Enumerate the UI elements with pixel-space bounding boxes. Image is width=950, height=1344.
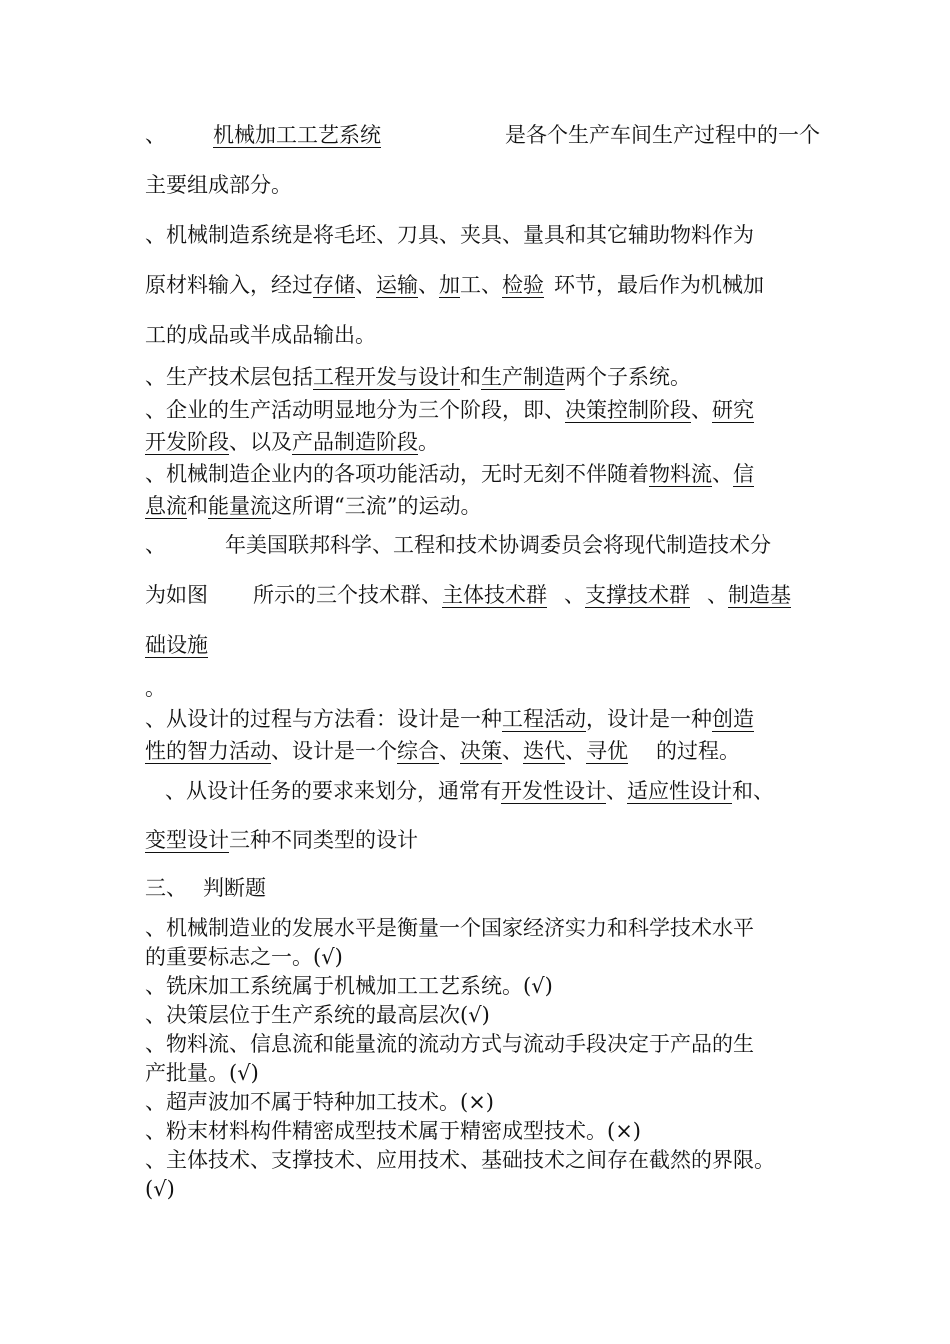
text-segment: 和 (460, 365, 481, 389)
text-line (145, 459, 754, 489)
text-segment: 原材料输入，经过 (145, 273, 313, 297)
text-segment: 、 (691, 398, 712, 422)
text-line (145, 630, 208, 660)
answer-blank: 能量流 (208, 494, 271, 518)
text-segment: 、从设计的过程与方法看：设计是一种 (145, 707, 502, 731)
text-segment: 。 (145, 676, 166, 700)
answer-blank: 迭代 (523, 739, 565, 763)
text-segment: 、从设计任务的要求来划分，通常有 (165, 779, 501, 803)
text-segment: 、 (355, 273, 376, 297)
text-segment: 、 (145, 123, 166, 147)
text-segment: 、机械制造系统是将毛坯、刀具、夹具、量具和其它辅助物料作为 (145, 223, 754, 247)
text-line (145, 1029, 754, 1059)
text-line (145, 1145, 775, 1175)
answer-blank: 决策控制阶段 (565, 398, 691, 422)
answer-blank: 决策 (460, 739, 502, 763)
text-segment: 所示的三个技术群、 (253, 583, 442, 607)
text-line (145, 120, 820, 150)
answer-blank: 信 (733, 462, 754, 486)
text-segment: 、生产技术层包括 (145, 365, 313, 389)
text-segment: 、 (439, 739, 460, 763)
answer-blank: 寻优 (586, 739, 628, 763)
answer-blank: 主体技术群 (442, 583, 547, 607)
text-segment: 、企业的生产活动明显地分为三个阶段，即、 (145, 398, 565, 422)
answer-blank: 工程活动 (502, 707, 586, 731)
answer-blank: 制造基 (728, 583, 791, 607)
text-segment: 、机械制造业的发展水平是衡量一个国家经济实力和科学技术水平 (145, 916, 754, 940)
text-segment: 年美国联邦科学、工程和技术协调委员会将现代制造技术分 (225, 533, 771, 557)
text-line (145, 704, 754, 734)
answer-blank: 运输 (376, 273, 418, 297)
text-line (145, 1174, 175, 1204)
answer-blank: 物料流 (649, 462, 712, 486)
text-segment: 、 (145, 533, 166, 557)
answer-blank: 机械加工工艺系统 (213, 123, 381, 147)
text-line (145, 491, 481, 521)
answer-blank: 开发阶段 (145, 430, 229, 454)
answer-blank: 研究 (712, 398, 754, 422)
answer-blank: 创造 (712, 707, 754, 731)
answer-blank: 息流 (145, 494, 187, 518)
answer-blank: 开发性设计 (501, 779, 606, 803)
text-segment: 、机械制造企业内的各项功能活动，无时无刻不伴随着 (145, 462, 649, 486)
answer-blank: 存储 (313, 273, 355, 297)
text-segment: 工、 (460, 273, 502, 297)
answer-blank: 加 (439, 273, 460, 297)
text-segment: 、 (564, 583, 585, 607)
answer-blank: 检验 (502, 273, 544, 297)
text-segment: 主要组成部分。 (145, 173, 292, 197)
text-line (145, 1087, 494, 1117)
text-segment: 和、 (732, 779, 774, 803)
text-line (145, 913, 754, 943)
answer-blank: 础设施 (145, 633, 208, 657)
text-segment: 、 (606, 779, 627, 803)
text-line (145, 270, 764, 300)
text-segment: 。 (418, 430, 439, 454)
text-segment: 三种不同类型的设计 (229, 828, 418, 852)
text-segment: 产批量。(√) (145, 1061, 259, 1085)
text-line (145, 530, 771, 560)
text-segment: 、 (565, 739, 586, 763)
text-line (145, 1116, 641, 1146)
text-segment: 、物料流、信息流和能量流的流动方式与流动手段决定于产品的生 (145, 1032, 754, 1056)
text-segment: (√) (145, 1177, 175, 1201)
answer-blank: 产品制造阶段 (292, 430, 418, 454)
text-line (145, 395, 754, 425)
answer-blank: 生产制造 (481, 365, 565, 389)
text-line (145, 220, 754, 250)
text-segment: 、设计是一个 (271, 739, 397, 763)
text-line (145, 170, 292, 200)
answer-blank: 变型设计 (145, 828, 229, 852)
text-segment: 、主体技术、支撑技术、应用技术、基础技术之间存在截然的界限。 (145, 1148, 775, 1172)
text-line (145, 971, 553, 1001)
text-line (145, 736, 740, 766)
answer-blank: 性的智力活动 (145, 739, 271, 763)
text-line (145, 1058, 259, 1088)
text-segment: 、 (502, 739, 523, 763)
text-segment: 的过程。 (656, 739, 740, 763)
text-segment: 为如图 (145, 583, 208, 607)
text-line (145, 427, 439, 457)
text-segment: 的重要标志之一。(√) (145, 945, 343, 969)
text-line (145, 673, 166, 703)
text-segment: 和 (187, 494, 208, 518)
answer-blank: 综合 (397, 739, 439, 763)
text-segment: 、 (712, 462, 733, 486)
text-segment: ，设计是一种 (586, 707, 712, 731)
text-line (145, 873, 266, 903)
answer-blank: 支撑技术群 (585, 583, 690, 607)
text-segment: 环节，最后作为机械加 (554, 273, 764, 297)
text-segment: 判断题 (203, 876, 266, 900)
text-segment: 工的成品或半成品输出。 (145, 323, 376, 347)
text-segment: 、 (418, 273, 439, 297)
answer-blank: 工程开发与设计 (313, 365, 460, 389)
text-segment: 两个子系统。 (565, 365, 691, 389)
text-line (145, 580, 791, 610)
text-segment: 这所谓“三流”的运动。 (271, 494, 482, 518)
text-line (145, 942, 343, 972)
text-line (145, 320, 376, 350)
text-segment: 是各个生产车间生产过程中的一个 (505, 123, 820, 147)
text-line (145, 825, 418, 855)
answer-blank: 适应性设计 (627, 779, 732, 803)
text-segment: 、决策层位于生产系统的最高层次(√) (145, 1003, 490, 1027)
text-line (145, 1000, 490, 1030)
text-segment: 、粉末材料构件精密成型技术属于精密成型技术。(×) (145, 1119, 641, 1143)
text-segment: 、以及 (229, 430, 292, 454)
text-segment: 、铣床加工系统属于机械加工工艺系统。(√) (145, 974, 553, 998)
text-segment: 、超声波加不属于特种加工技术。(×) (145, 1090, 494, 1114)
text-line (145, 362, 691, 392)
text-segment: 、 (707, 583, 728, 607)
text-segment: 三、 (145, 876, 187, 900)
text-line (145, 776, 774, 806)
